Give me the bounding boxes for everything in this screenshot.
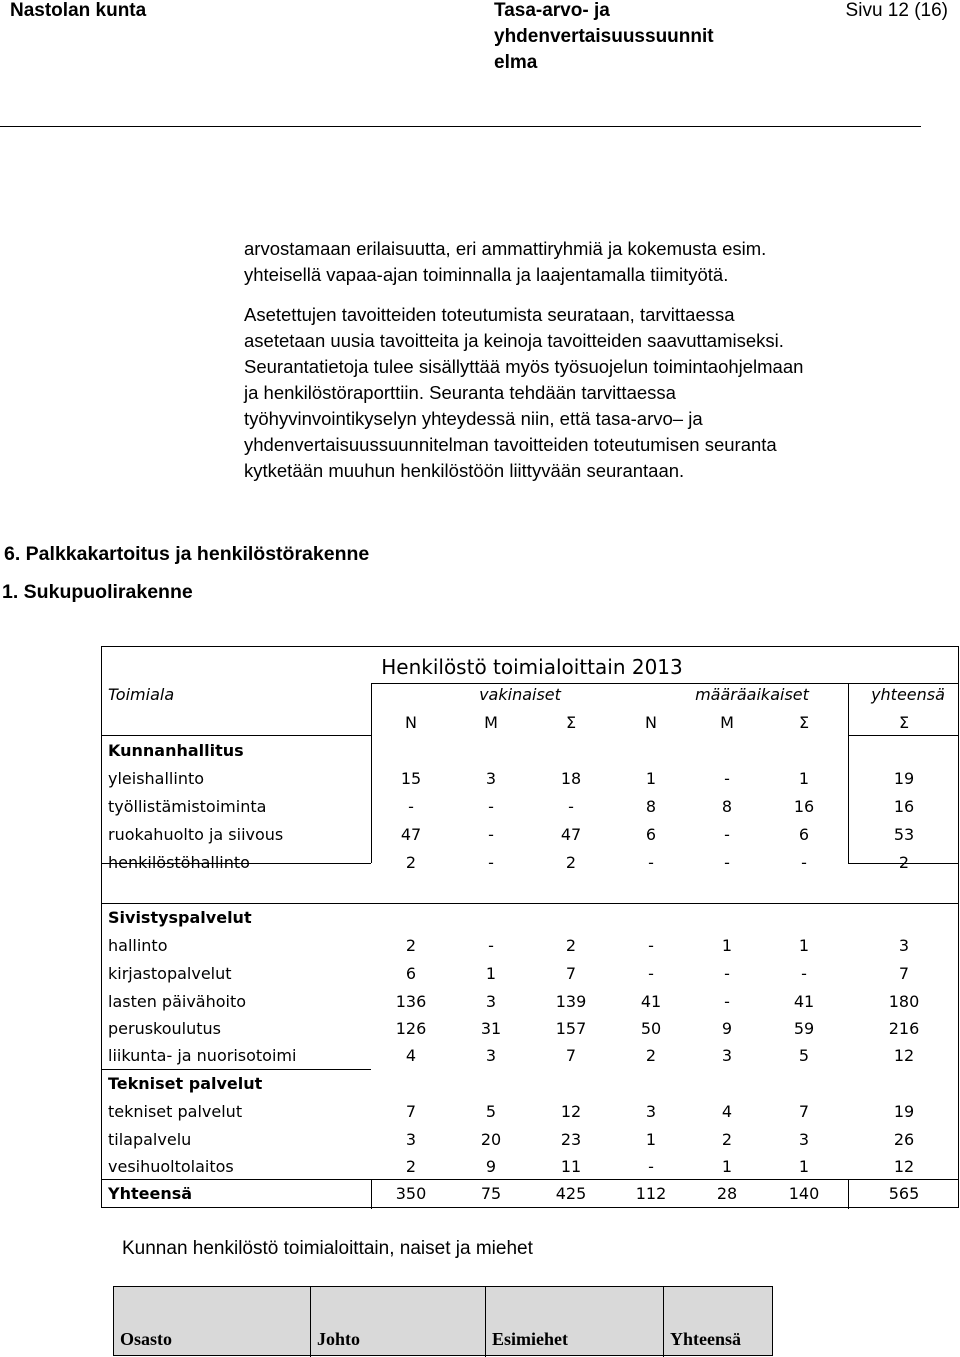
- column-header-cell: [114, 1287, 311, 1357]
- cell-value: 7: [405, 1102, 417, 1121]
- cell-value: -: [648, 853, 654, 872]
- cell-value: 1: [798, 936, 810, 955]
- cell-value: -: [488, 797, 494, 816]
- cell-value: 565: [888, 1184, 920, 1203]
- cell-value: 140: [788, 1184, 820, 1203]
- row-label: ruokahuolto ja siivous: [108, 825, 284, 844]
- cell-value: 3: [721, 1046, 733, 1065]
- row-label: peruskoulutus: [108, 1019, 222, 1038]
- cell-value: 8: [721, 797, 733, 816]
- cell-value: -: [568, 797, 574, 816]
- cell-value: 59: [793, 1019, 815, 1038]
- group-header-fixed-term: määräaikaiset: [695, 685, 809, 704]
- text-line: yhteisellä vapaa-ajan toiminnalla ja laajentamalla tiimityötä.: [244, 264, 729, 285]
- table-row: [102, 1098, 958, 1126]
- cell-value: 2: [721, 1130, 733, 1149]
- cell-value: 2: [565, 853, 577, 872]
- column-header-supervisors: Esimiehet: [492, 1329, 568, 1349]
- cell-value: 18: [560, 769, 582, 788]
- cell-value: 53: [893, 825, 915, 844]
- cell-value: -: [724, 769, 730, 788]
- text-line: työhyvinvointikyselyn yhteydessä niin, että tasa-arvo– ja: [244, 408, 703, 429]
- section-name: Tekniset palvelut: [108, 1074, 263, 1093]
- cell-value: 3: [485, 1046, 497, 1065]
- cell-value: 28: [716, 1184, 738, 1203]
- staff-by-gender-table: [113, 1286, 773, 1356]
- table-row: [102, 765, 958, 793]
- cell-value: 1: [721, 1157, 733, 1176]
- table-section-row: [102, 737, 958, 765]
- cell-value: 19: [893, 769, 915, 788]
- cell-value: 7: [898, 964, 910, 983]
- row-label: vesihuoltolaitos: [108, 1157, 234, 1176]
- cell-value: 47: [400, 825, 422, 844]
- cell-value: 4: [721, 1102, 733, 1121]
- header-title-line: yhdenvertaisuussuunnit: [494, 26, 714, 47]
- column-header-sector: Toimiala: [108, 685, 175, 704]
- cell-value: 126: [395, 1019, 427, 1038]
- cell-value: 2: [645, 1046, 657, 1065]
- cell-value: 8: [645, 797, 657, 816]
- table-row: [102, 932, 958, 960]
- subheader-m: M: [484, 713, 498, 732]
- cell-value: 4: [405, 1046, 417, 1065]
- cell-value: -: [648, 1157, 654, 1176]
- sub-heading: 1. Sukupuolirakenne: [2, 581, 193, 603]
- cell-value: 112: [635, 1184, 667, 1203]
- cell-value: 41: [640, 992, 662, 1011]
- cell-value: 23: [560, 1130, 582, 1149]
- row-label: liikunta- ja nuorisotoimi: [108, 1046, 297, 1065]
- paragraph-1: [244, 236, 934, 288]
- cell-value: -: [648, 936, 654, 955]
- cell-value: 11: [560, 1157, 582, 1176]
- table-row: [102, 793, 958, 821]
- text-line: kytketään muuhun henkilöstöön liittyvään seurantaan.: [244, 460, 685, 481]
- cell-value: -: [724, 964, 730, 983]
- subheader-sum: Σ: [565, 713, 577, 732]
- cell-value: 2: [565, 936, 577, 955]
- cell-value: 3: [485, 769, 497, 788]
- cell-value: 5: [485, 1102, 497, 1121]
- row-label: yleishallinto: [108, 769, 205, 788]
- cell-value: 50: [640, 1019, 662, 1038]
- section-name: Sivistyspalvelut: [108, 908, 252, 927]
- cell-value: 2: [898, 853, 910, 872]
- cell-value: 75: [480, 1184, 502, 1203]
- cell-value: 16: [893, 797, 915, 816]
- cell-value: 3: [798, 1130, 810, 1149]
- cell-value: -: [724, 825, 730, 844]
- cell-value: 3: [898, 936, 910, 955]
- text-line: ja henkilöstöraporttiin. Seuranta tehdään tarvittaessa: [244, 382, 676, 403]
- table-row: [102, 821, 958, 849]
- cell-value: 3: [645, 1102, 657, 1121]
- header-page-number: Sivu 12 (16): [845, 0, 948, 21]
- cell-value: 9: [721, 1019, 733, 1038]
- text-line: asetetaan uusia tavoitteita ja keinoja tavoitteiden saavuttamiseksi.: [244, 330, 784, 351]
- cell-value: 180: [888, 992, 920, 1011]
- row-label: työllistämistoiminta: [108, 797, 267, 816]
- row-label: tekniset palvelut: [108, 1102, 243, 1121]
- cell-value: 12: [560, 1102, 582, 1121]
- header-document-title: [494, 0, 774, 76]
- cell-value: 2: [405, 853, 417, 872]
- cell-value: 6: [405, 964, 417, 983]
- header-municipality: Nastolan kunta: [10, 0, 147, 21]
- cell-value: 7: [565, 964, 577, 983]
- table-total-row: [102, 1180, 958, 1208]
- cell-value: 7: [798, 1102, 810, 1121]
- paragraph-2: [244, 302, 934, 484]
- group-header-permanent: vakinaiset: [479, 685, 561, 704]
- cell-value: -: [408, 797, 414, 816]
- subheader-m: M: [720, 713, 734, 732]
- cell-value: 20: [480, 1130, 502, 1149]
- cell-value: 157: [555, 1019, 587, 1038]
- table-row: [102, 849, 958, 877]
- column-header-department: Osasto: [120, 1329, 173, 1349]
- staff-by-sector-table: [101, 646, 959, 1208]
- table-title: Henkilöstö toimialoittain 2013: [381, 655, 683, 679]
- table-section-row: [102, 1070, 958, 1098]
- cell-value: 136: [395, 992, 427, 1011]
- column-header-total: Yhteensä: [670, 1329, 741, 1349]
- table-row: [102, 1015, 958, 1043]
- cell-value: 6: [645, 825, 657, 844]
- cell-value: 3: [485, 992, 497, 1011]
- column-header-cell: [311, 1287, 486, 1357]
- cell-value: 31: [480, 1019, 502, 1038]
- cell-value: 47: [560, 825, 582, 844]
- table-row: [102, 1042, 958, 1070]
- table-subheader-row: [102, 709, 958, 737]
- cell-value: 26: [893, 1130, 915, 1149]
- column-header-cell: [664, 1287, 772, 1357]
- cell-value: -: [724, 853, 730, 872]
- text-line: Seurantatietoja tulee sisällyttää myös työsuojelun toimintaohjelmaan: [244, 356, 804, 377]
- cell-value: -: [724, 992, 730, 1011]
- cell-value: 139: [555, 992, 587, 1011]
- cell-value: 1: [485, 964, 497, 983]
- cell-value: 2: [405, 1157, 417, 1176]
- column-header-management: Johto: [317, 1329, 361, 1349]
- cell-value: 425: [555, 1184, 587, 1203]
- row-label: henkilöstöhallinto: [108, 853, 250, 872]
- cell-value: 12: [893, 1157, 915, 1176]
- table-row: [102, 1153, 958, 1181]
- cell-value: 19: [893, 1102, 915, 1121]
- cell-value: 350: [395, 1184, 427, 1203]
- header-title-line: elma: [494, 52, 538, 73]
- group-header-total: yhteensä: [871, 685, 945, 704]
- section-name: Kunnanhallitus: [108, 741, 244, 760]
- row-label: lasten päivähoito: [108, 992, 247, 1011]
- cell-value: 6: [798, 825, 810, 844]
- row-label: hallinto: [108, 936, 168, 955]
- section-heading: 6. Palkkakartoitus ja henkilöstörakenne: [4, 543, 370, 565]
- cell-value: 5: [798, 1046, 810, 1065]
- cell-value: 2: [405, 936, 417, 955]
- cell-value: -: [488, 853, 494, 872]
- table-row: [102, 960, 958, 988]
- cell-value: 1: [645, 769, 657, 788]
- row-label-total: Yhteensä: [108, 1184, 193, 1203]
- text-line: arvostamaan erilaisuutta, eri ammattiryhmiä ja kokemusta esim.: [244, 238, 767, 259]
- header-divider: [0, 126, 921, 127]
- cell-value: -: [488, 825, 494, 844]
- cell-value: -: [648, 964, 654, 983]
- table-section-row: [102, 904, 958, 932]
- cell-value: 41: [793, 992, 815, 1011]
- cell-value: 15: [400, 769, 422, 788]
- header-title-line: Tasa-arvo- ja: [494, 0, 610, 21]
- subheader-sum: Σ: [798, 713, 810, 732]
- cell-value: 1: [798, 769, 810, 788]
- cell-value: -: [801, 964, 807, 983]
- cell-value: 3: [405, 1130, 417, 1149]
- subheader-total-sum: Σ: [898, 713, 910, 732]
- cell-value: 1: [721, 936, 733, 955]
- row-label: tilapalvelu: [108, 1130, 192, 1149]
- table-row: [102, 988, 958, 1016]
- table-group-header-row: [102, 681, 958, 709]
- subheader-n: N: [405, 713, 417, 732]
- text-line: yhdenvertaisuussuunnitelman tavoitteiden toteutumisen seuranta: [244, 434, 777, 455]
- cell-value: 216: [888, 1019, 920, 1038]
- cell-value: 12: [893, 1046, 915, 1065]
- cell-value: 7: [565, 1046, 577, 1065]
- table-row: [102, 1126, 958, 1154]
- cell-value: 1: [645, 1130, 657, 1149]
- cell-value: -: [488, 936, 494, 955]
- column-header-cell: [486, 1287, 664, 1357]
- subheader-n: N: [645, 713, 657, 732]
- cell-value: 16: [793, 797, 815, 816]
- row-label: kirjastopalvelut: [108, 964, 232, 983]
- cell-value: 9: [485, 1157, 497, 1176]
- cell-value: 1: [798, 1157, 810, 1176]
- table-caption: Kunnan henkilöstö toimialoittain, naiset ja miehet: [122, 1238, 533, 1259]
- text-line: Asetettujen tavoitteiden toteutumista seurataan, tarvittaessa: [244, 304, 735, 325]
- cell-value: -: [801, 853, 807, 872]
